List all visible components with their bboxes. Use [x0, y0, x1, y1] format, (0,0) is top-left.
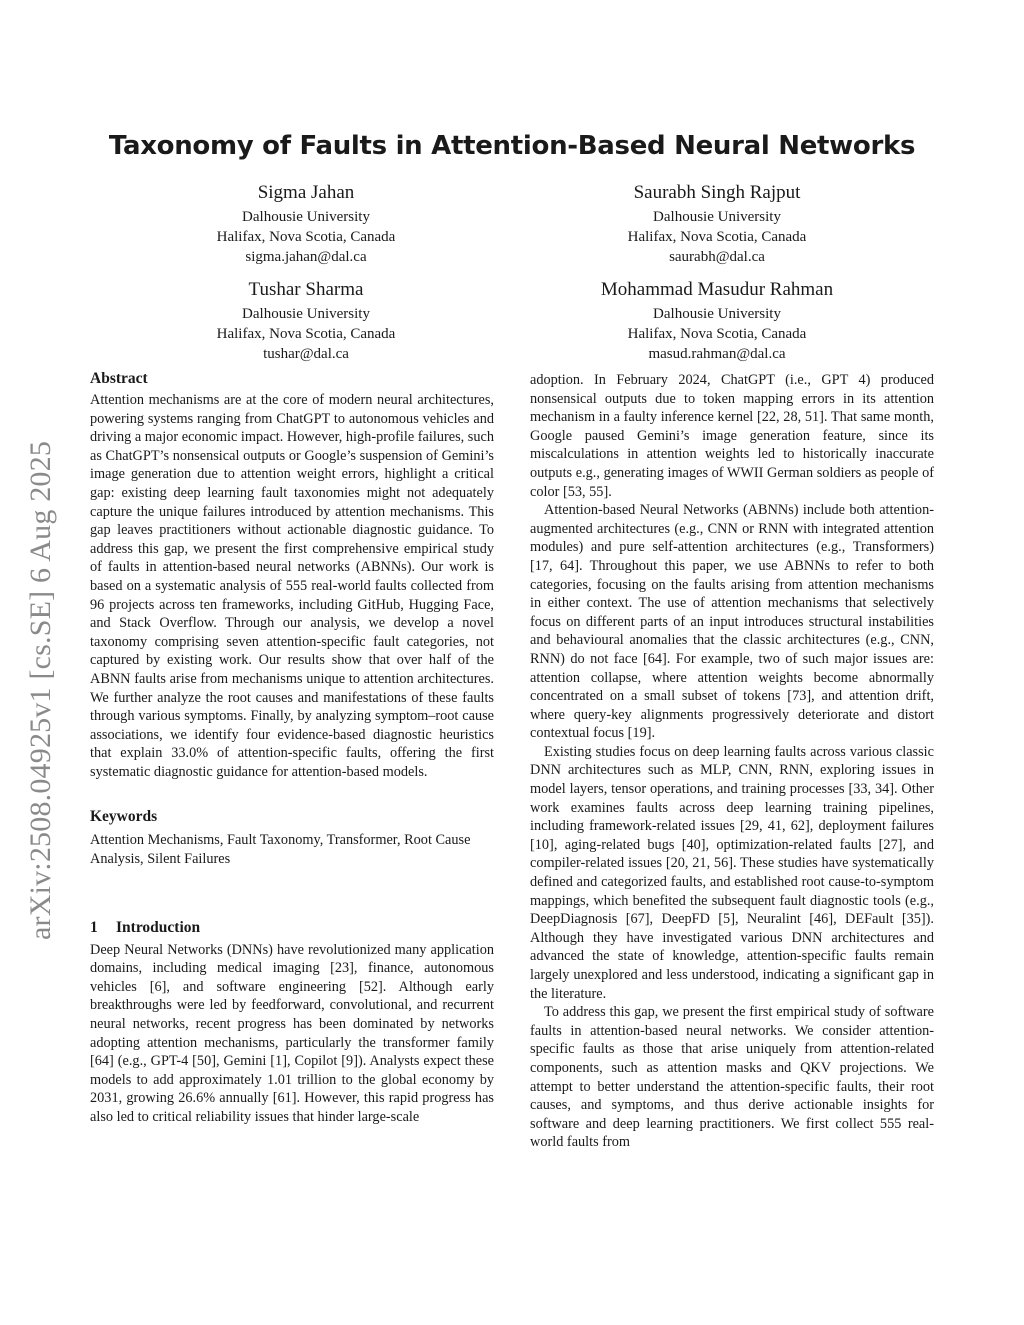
keywords-text: Attention Mechanisms, Fault Taxonomy, Transformer, Root Cause Analysis, Silent Failures: [90, 832, 471, 868]
author-block: [136, 277, 476, 364]
intro-paragraph: Deep Neural Networks (DNNs) have revolutionized many application domains, including medical imaging [23], finance, autonomous vehicles [6], and software engineering [52]. Although early breakthroughs were led by feedforward, convolutional, and recurrent neural networks, recent progress has been dominated by networks adopting attention mechanisms, particularly the transformer family [64] (e.g., GPT-4 [50], Gemini [1], Copilot [9]). Analysts expect these models to add approximately 1.01 trillion to the global economy by 2031, growing 26.6% annually [61]. However, this rapid progress has also led to critical reliability issues that hinder large-scale: [90, 941, 494, 1125]
author-affiliation: Dalhousie University: [242, 209, 370, 225]
right-column: [530, 371, 934, 1152]
keywords-heading: Keywords: [90, 808, 158, 826]
author-name: Sigma Jahan: [257, 182, 355, 203]
author-location: Halifax, Nova Scotia, Canada: [627, 229, 807, 245]
arxiv-identifier: arXiv:2508.04925v1 [cs.SE] 6 Aug 2025: [24, 440, 57, 940]
section-heading: [90, 918, 494, 938]
intro-paragraph: To address this gap, we present the first empirical study of software faults in attention-based neural networks. We consider attention-specific faults as those that arise uniquely from attention-related components, such as attention masks and QKV projections. We attempt to better understand the attention-specific faults, their root causes, and symptoms, and thus derive actionable insights for software and deep learning practitioners. We first collect 555 real-world faults from: [530, 1004, 934, 1151]
left-column: [90, 369, 494, 1127]
author-affiliation: Dalhousie University: [653, 306, 781, 322]
author-name: Mohammad Masudur Rahman: [600, 279, 834, 300]
author-location: Halifax, Nova Scotia, Canada: [216, 326, 396, 342]
author-email: sigma.jahan@dal.ca: [245, 249, 367, 265]
intro-paragraph: Attention-based Neural Networks (ABNNs) include both attention-augmented architectures (e.g., CNN or RNN with integrated attention modules) and pure self-attention architectures (e.g., Transformers) [17, 64]. Throughout this paper, we use ABNNs to refer to both categories, focusing on the faults arising from attention mechanisms in either context. The use of attention mechanisms that selectively focus on different parts of an input introduces structural instabilities and behavioural anomalies that the classic architectures (e.g., CNN, RNN) do not face [64]. For example, two of such major issues are: attention collapse, where attention weights become abnormally concentrated on a small subset of tokens [73], and attention drift, where query-key alignments progressively deteriorate and distort contextual focus [19].: [530, 502, 934, 742]
author-location: Halifax, Nova Scotia, Canada: [627, 326, 807, 342]
author-affiliation: Dalhousie University: [242, 306, 370, 322]
intro-paragraph-continued: adoption. In February 2024, ChatGPT (i.e., GPT 4) produced nonsensical outputs due to token mapping errors in its attention mechanism in a faulty inference kernel [22, 28, 51]. That same month, Google paused Gemini’s image generation feature, since its miscalculations in attention weights led to historically inaccurate outputs e.g., generating images of WWII German soldiers as people of color [53, 55].: [530, 372, 934, 500]
section-number: 1: [90, 918, 98, 936]
author-email: tushar@dal.ca: [263, 346, 349, 362]
author-name: Tushar Sharma: [248, 279, 364, 300]
paper-title: Taxonomy of Faults in Attention-Based Neural Networks: [108, 131, 916, 161]
author-block: [547, 180, 887, 267]
author-affiliation: Dalhousie University: [653, 209, 781, 225]
abstract-heading: Abstract: [90, 370, 148, 387]
author-block: [136, 180, 476, 267]
author-location: Halifax, Nova Scotia, Canada: [216, 229, 396, 245]
section-title: Introduction: [116, 918, 201, 936]
author-name: Saurabh Singh Rajput: [633, 182, 801, 203]
author-email: saurabh@dal.ca: [669, 249, 765, 265]
arxiv-watermark: [0, 0, 57, 940]
intro-paragraph: Existing studies focus on deep learning faults across various classic DNN architectures such as MLP, CNN, RNN, exploring issues in model layers, tensor operations, and training processes [33, 34]. Other work examines faults across deep learning training pipelines, including framework-related issues [29, 41, 62], deployment failures [10], aging-related bugs [40], optimization-related faults [27], and compiler-related issues [20, 21, 56]. These studies have systematically defined and categorized faults, and established root cause-to-symptom mappings, which benefited the subsequent fault diagnostic tools (e.g., DeepDiagnosis [67], DeepFD [5], Neuralint [46], DEFault [35]). Although they have investigated various DNN architectures and advanced the state of knowledge, attention-specific faults remain largely unexplored and less understood, indicating a significant gap in the literature.: [530, 743, 934, 1002]
abstract-text: Attention mechanisms are at the core of modern neural architectures, powering systems ranging from ChatGPT to autonomous vehicles and driving a major economic impact. However, high-profile failures, such as ChatGPT’s nonsensical outputs or Google’s suspension of Gemini’s image generation due to attention weight errors, highlight a critical gap: existing deep learning fault taxonomies might not adequately capture the unique failures introduced by attention mechanisms. This gap leaves practitioners without actionable diagnostic guidance. To address this gap, we present the first comprehensive empirical study of faults in attention-based neural networks (ABNNs). Our work is based on a systematic analysis of 555 real-world faults collected from 96 projects across ten frameworks, including GitHub, Hugging Face, and Stack Overflow. Through our analysis, we develop a novel taxonomy comprising seven attention-specific fault categories, not captured by existing work. Our results show that over half of the ABNN faults arise from mechanisms unique to attention architectures. We further analyze the root causes and manifestations of these faults through various symptoms. Finally, by analyzing symptom–root cause associations, we identify four evidence-based diagnostic heuristics that explain 33.0% of attention-specific faults, offering the first systematic diagnostic guidance for attention-based models.: [90, 392, 494, 780]
author-email: masud.rahman@dal.ca: [648, 346, 786, 362]
author-block: [547, 277, 887, 364]
